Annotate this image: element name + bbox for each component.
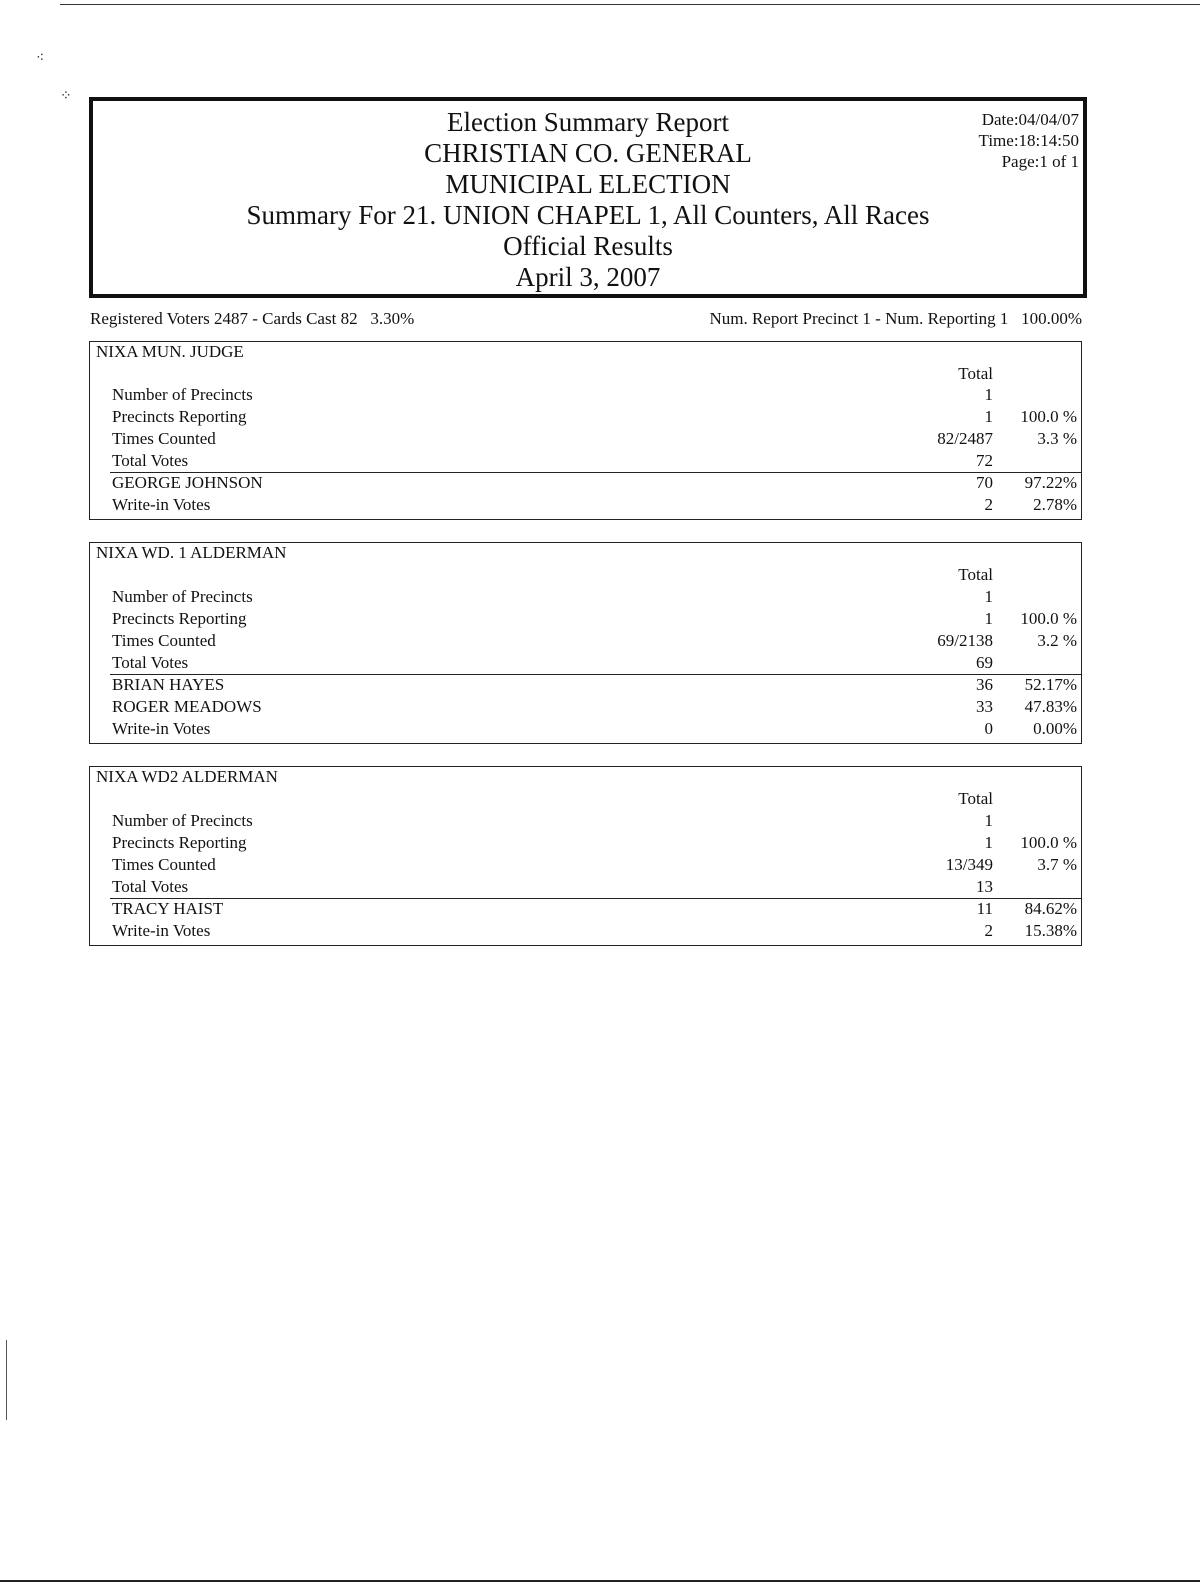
row-label: Total Votes [112,653,189,672]
row-label: Number of Precincts [112,587,253,606]
row-percent: 3.2 % [1037,631,1077,650]
row-total: 70 [976,473,993,492]
row-label: Times Counted [112,631,216,650]
row-total: 82/2487 [937,429,993,448]
candidate-row [90,697,1081,719]
report-election-name: MUNICIPAL ELECTION [445,169,731,199]
report-title-block [93,107,1083,293]
row-percent: 2.78% [1033,495,1077,514]
row-total: 1 [984,833,993,852]
stat-row [90,587,1081,609]
row-total: 1 [984,587,993,606]
row-percent: 100.0 % [1020,609,1077,628]
scan-margin-mark [6,1340,7,1420]
row-percent: 3.7 % [1037,855,1077,874]
row-label: ROGER MEADOWS [112,697,262,716]
report-page: Page:1 of 1 [1001,152,1079,171]
row-label: Number of Precincts [112,811,253,830]
race-title: NIXA WD. 1 ALDERMAN [96,543,287,562]
total-column-header: Total [958,565,993,584]
stat-row [90,877,1081,899]
report-meta [979,109,1079,172]
row-percent: 15.38% [1024,921,1077,940]
candidate-row [90,899,1081,921]
report-election-date: April 3, 2007 [515,262,661,292]
row-label: Number of Precincts [112,385,253,404]
stat-row [90,631,1081,653]
row-total: 11 [976,899,993,918]
report-summary-scope: Summary For 21. UNION CHAPEL 1, All Counters, All Races [246,200,930,230]
row-total: 13 [976,877,993,896]
row-percent: 52.17% [1024,675,1077,694]
row-label: Total Votes [112,451,189,470]
row-percent: 0.00% [1033,719,1077,738]
race-section [89,766,1082,946]
row-percent: 100.0 % [1020,833,1077,852]
row-label: Total Votes [112,877,189,896]
row-total: 1 [984,385,993,404]
candidate-row [90,495,1081,517]
report-status: Official Results [503,231,673,261]
report-jurisdiction: CHRISTIAN CO. GENERAL [424,138,752,168]
row-total: 69/2138 [937,631,993,650]
stat-row [90,833,1081,855]
row-total: 13/349 [945,855,993,874]
row-label: Precincts Reporting [112,407,247,426]
race-section [89,542,1082,744]
stat-row [90,653,1081,675]
row-label: Precincts Reporting [112,833,247,852]
report-header [89,97,1087,298]
row-label: GEORGE JOHNSON [112,473,263,492]
row-label: Times Counted [112,855,216,874]
row-percent: 100.0 % [1020,407,1077,426]
row-label: TRACY HAIST [112,899,224,918]
registered-voters-summary: Registered Voters 2487 - Cards Cast 82 3.30% [90,309,415,328]
candidate-row [90,921,1081,943]
report-time: Time:18:14:50 [978,131,1079,150]
row-label: Write-in Votes [112,495,211,514]
candidate-row [90,675,1081,697]
total-column-header: Total [958,789,993,808]
row-total: 0 [984,719,993,738]
stat-row [90,385,1081,407]
scan-edge-bottom [0,1580,1200,1582]
race-title: NIXA WD2 ALDERMAN [96,767,278,786]
row-label: Times Counted [112,429,216,448]
candidate-row [90,719,1081,741]
row-label: Write-in Votes [112,921,211,940]
report-title: Election Summary Report [447,107,729,137]
row-percent: 97.22% [1024,473,1077,492]
stat-row [90,609,1081,631]
row-label: Precincts Reporting [112,609,247,628]
report-date: Date:04/04/07 [981,110,1079,129]
row-total: 36 [976,675,993,694]
row-total: 72 [976,451,993,470]
stat-row [90,855,1081,877]
row-percent: 3.3 % [1037,429,1077,448]
row-percent: 84.62% [1024,899,1077,918]
row-total: 2 [984,921,993,940]
row-label: BRIAN HAYES [112,675,225,694]
scan-speck: ⁘ [60,89,72,104]
row-total: 1 [984,811,993,830]
stat-row [90,407,1081,429]
precinct-reporting-summary: Num. Report Precinct 1 - Num. Reporting 1 100.00% [709,309,1082,328]
candidate-row [90,473,1081,495]
row-label: Write-in Votes [112,719,211,738]
row-total: 1 [984,609,993,628]
row-total: 1 [984,407,993,426]
race-section [89,341,1082,520]
row-total: 33 [976,697,993,716]
row-total: 69 [976,653,993,672]
row-percent: 47.83% [1024,697,1077,716]
row-total: 2 [984,495,993,514]
stat-row [90,811,1081,833]
total-column-header: Total [958,364,993,383]
scan-speck: ⁖ [36,51,45,66]
stat-row [90,451,1081,473]
scan-edge-top [60,4,1200,5]
race-title: NIXA MUN. JUDGE [96,342,244,361]
stat-row [90,429,1081,451]
